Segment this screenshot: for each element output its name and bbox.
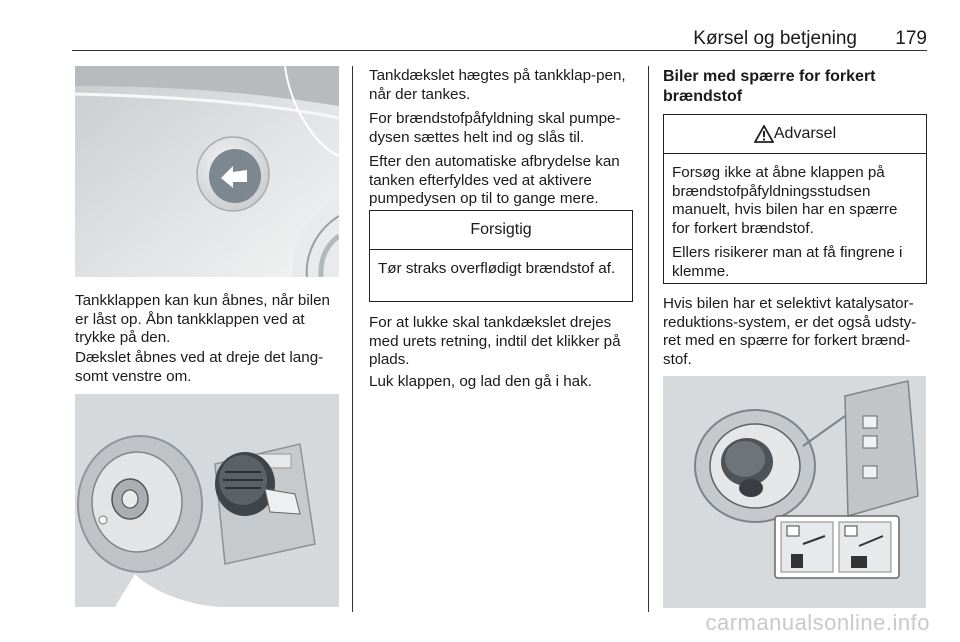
fuel-flap-closed-figure (75, 66, 339, 277)
paragraph-close-flap: Luk klappen, og lad den gå i hak. (369, 373, 592, 390)
warning-text-1: Forsøg ikke at åbne klappen på brændstofpåfyldningsstudsen manuelt, hvis bilen har en spærre for forkert brændstof. (672, 164, 898, 237)
caution-box (369, 210, 633, 302)
paragraph-auto-shutoff: Efter den automatiske afbrydelse kan tanken efterfyldes ved at aktivere pumpedysen op til to gange mere. (369, 153, 620, 207)
page-number: 179 (895, 28, 927, 49)
paragraph-nozzle: For brændstofpåfyldning skal pumpe-dysen sættes helt ind og slås til. (369, 110, 621, 146)
page-header (72, 28, 927, 52)
section-heading-misfuel: Biler med spærre for forkert brændstof (663, 68, 876, 105)
paragraph-cap-open: Dækslet åbnes ved at dreje det lang-somt venstre om. (75, 349, 324, 385)
warning-title: Advarsel (773, 125, 837, 142)
column-divider-left (352, 66, 353, 612)
warning-triangle-icon (754, 125, 774, 143)
misfuel-inhibitor-figure (663, 376, 926, 608)
watermark: carmanualsonline.info (705, 610, 930, 635)
paragraph-cap-hook: Tankdækslet hægtes på tankklap-pen, når der tankes. (369, 67, 626, 103)
column-divider-right (648, 66, 649, 612)
warning-box (663, 114, 927, 284)
header-rule (72, 50, 927, 51)
fuel-cap-open-figure (75, 394, 339, 607)
warning-header (664, 115, 926, 154)
paragraph-close-cap: For at lukke skal tankdækslet drejes med urets retning, indtil det klikker på plads. (369, 314, 621, 368)
paragraph-scr-system: Hvis bilen har et selektivt katalysator-reduktions-system, er det også udsty-ret med en spærre for forkert brænd-stof. (663, 295, 917, 368)
caution-title: Forsigtig (370, 211, 632, 250)
caution-text: Tør straks overflødigt brændstof af. (378, 260, 616, 277)
warning-text-2: Ellers risikerer man at få fingrene i klemme. (672, 244, 903, 280)
section-title: Kørsel og betjening (693, 28, 857, 49)
paragraph-flap-unlock: Tankklappen kan kun åbnes, når bilen er låst op. Åbn tankklappen ved at trykke på den. (75, 292, 330, 346)
